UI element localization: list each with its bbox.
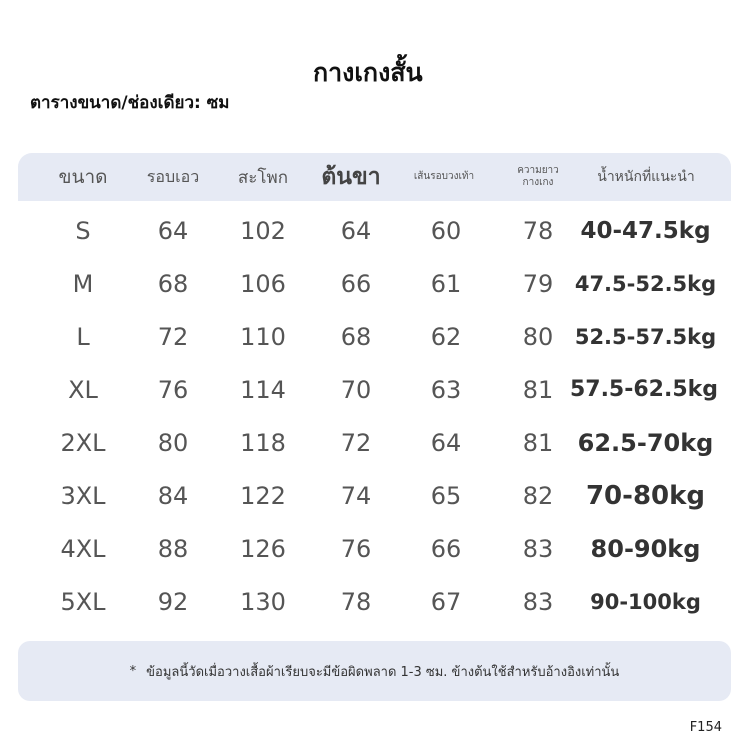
cell-leg-opening: 64 (430, 428, 462, 457)
cell-pants-length: 83 (522, 587, 554, 616)
cell-size: L (76, 322, 90, 351)
cell-hip: 114 (240, 375, 286, 404)
cell-hip: 130 (240, 587, 286, 616)
cell-size: 2XL (60, 428, 106, 457)
table-body (18, 201, 731, 639)
cell-size: 5XL (60, 587, 106, 616)
cell-weight: 52.5-57.5kg (574, 324, 717, 349)
cell-leg-opening: 65 (430, 481, 462, 510)
cell-pants-length: 78 (522, 216, 554, 245)
cell-weight: 80-90kg (590, 534, 701, 563)
header-recommended-weight: น้ำหนักที่แนะนำ (597, 169, 695, 185)
cell-weight: 57.5-62.5kg (569, 377, 719, 402)
table-row (18, 416, 731, 469)
header-leg-opening: เส้นรอบวงเท้า (413, 171, 475, 182)
cell-pants-length: 80 (522, 322, 554, 351)
cell-weight: 70-80kg (585, 480, 706, 511)
cell-waist: 64 (157, 216, 189, 245)
cell-pants-length: 81 (522, 428, 554, 457)
cell-pants-length: 82 (522, 481, 554, 510)
cell-thigh: 64 (340, 216, 372, 245)
header-waist: รอบเอว (146, 166, 200, 186)
cell-waist: 92 (157, 587, 189, 616)
table-row (18, 469, 731, 522)
cell-thigh: 74 (340, 481, 372, 510)
cell-size: 4XL (60, 534, 106, 563)
cell-leg-opening: 61 (430, 269, 462, 298)
product-code: F154 (689, 720, 722, 735)
asterisk: * (129, 663, 137, 679)
table-row (18, 204, 731, 257)
cell-hip: 122 (240, 481, 286, 510)
cell-hip: 110 (240, 322, 286, 351)
cell-pants-length: 79 (522, 269, 554, 298)
cell-leg-opening: 67 (430, 587, 462, 616)
size-chart-subtitle: ตารางขนาด/ช่องเดียว: ซม (30, 93, 230, 113)
cell-size: XL (68, 375, 98, 404)
cell-leg-opening: 63 (430, 375, 462, 404)
table-row (18, 575, 731, 628)
cell-size: S (75, 216, 91, 245)
cell-waist: 88 (157, 534, 189, 563)
cell-thigh: 78 (340, 587, 372, 616)
cell-waist: 68 (157, 269, 189, 298)
cell-thigh: 68 (340, 322, 372, 351)
header-hip: สะโพก (237, 167, 289, 188)
measurement-note (18, 641, 731, 701)
cell-waist: 80 (157, 428, 189, 457)
table-row (18, 522, 731, 575)
cell-waist: 84 (157, 481, 189, 510)
cell-waist: 72 (157, 322, 189, 351)
cell-thigh: 66 (340, 269, 372, 298)
cell-weight: 40-47.5kg (580, 217, 711, 244)
cell-weight: 90-100kg (590, 589, 701, 614)
cell-thigh: 72 (340, 428, 372, 457)
cell-weight: 47.5-52.5kg (574, 271, 717, 296)
cell-thigh: 70 (340, 375, 372, 404)
cell-pants-length: 83 (522, 534, 554, 563)
table-row (18, 363, 731, 416)
cell-pants-length: 81 (522, 375, 554, 404)
cell-hip: 118 (240, 428, 286, 457)
size-table (18, 153, 731, 639)
cell-hip: 102 (240, 216, 286, 245)
cell-leg-opening: 66 (430, 534, 462, 563)
measurement-note-text: ข้อมูลนี้วัดเมื่อวางเสื้อผ้าเรียบจะมีข้อผิดพลาด 1-3 ซม. ข้างต้นใช้สำหรับอ้างอิงเท่านั้น (146, 664, 620, 680)
table-row (18, 310, 731, 363)
cell-size: M (72, 269, 94, 298)
cell-hip: 126 (240, 534, 286, 563)
cell-leg-opening: 62 (430, 322, 462, 351)
cell-weight: 62.5-70kg (577, 428, 714, 457)
table-header (18, 153, 731, 201)
header-thigh: ต้นขา (321, 164, 381, 190)
table-row (18, 257, 731, 310)
cell-waist: 76 (157, 375, 189, 404)
product-title: กางเกงสั้น (313, 58, 423, 87)
cell-leg-opening: 60 (430, 216, 462, 245)
header-pants-length: ความยาวกางเกง (517, 165, 559, 188)
cell-thigh: 76 (340, 534, 372, 563)
header-size: ขนาด (58, 166, 108, 188)
cell-size: 3XL (60, 481, 106, 510)
cell-hip: 106 (240, 269, 286, 298)
